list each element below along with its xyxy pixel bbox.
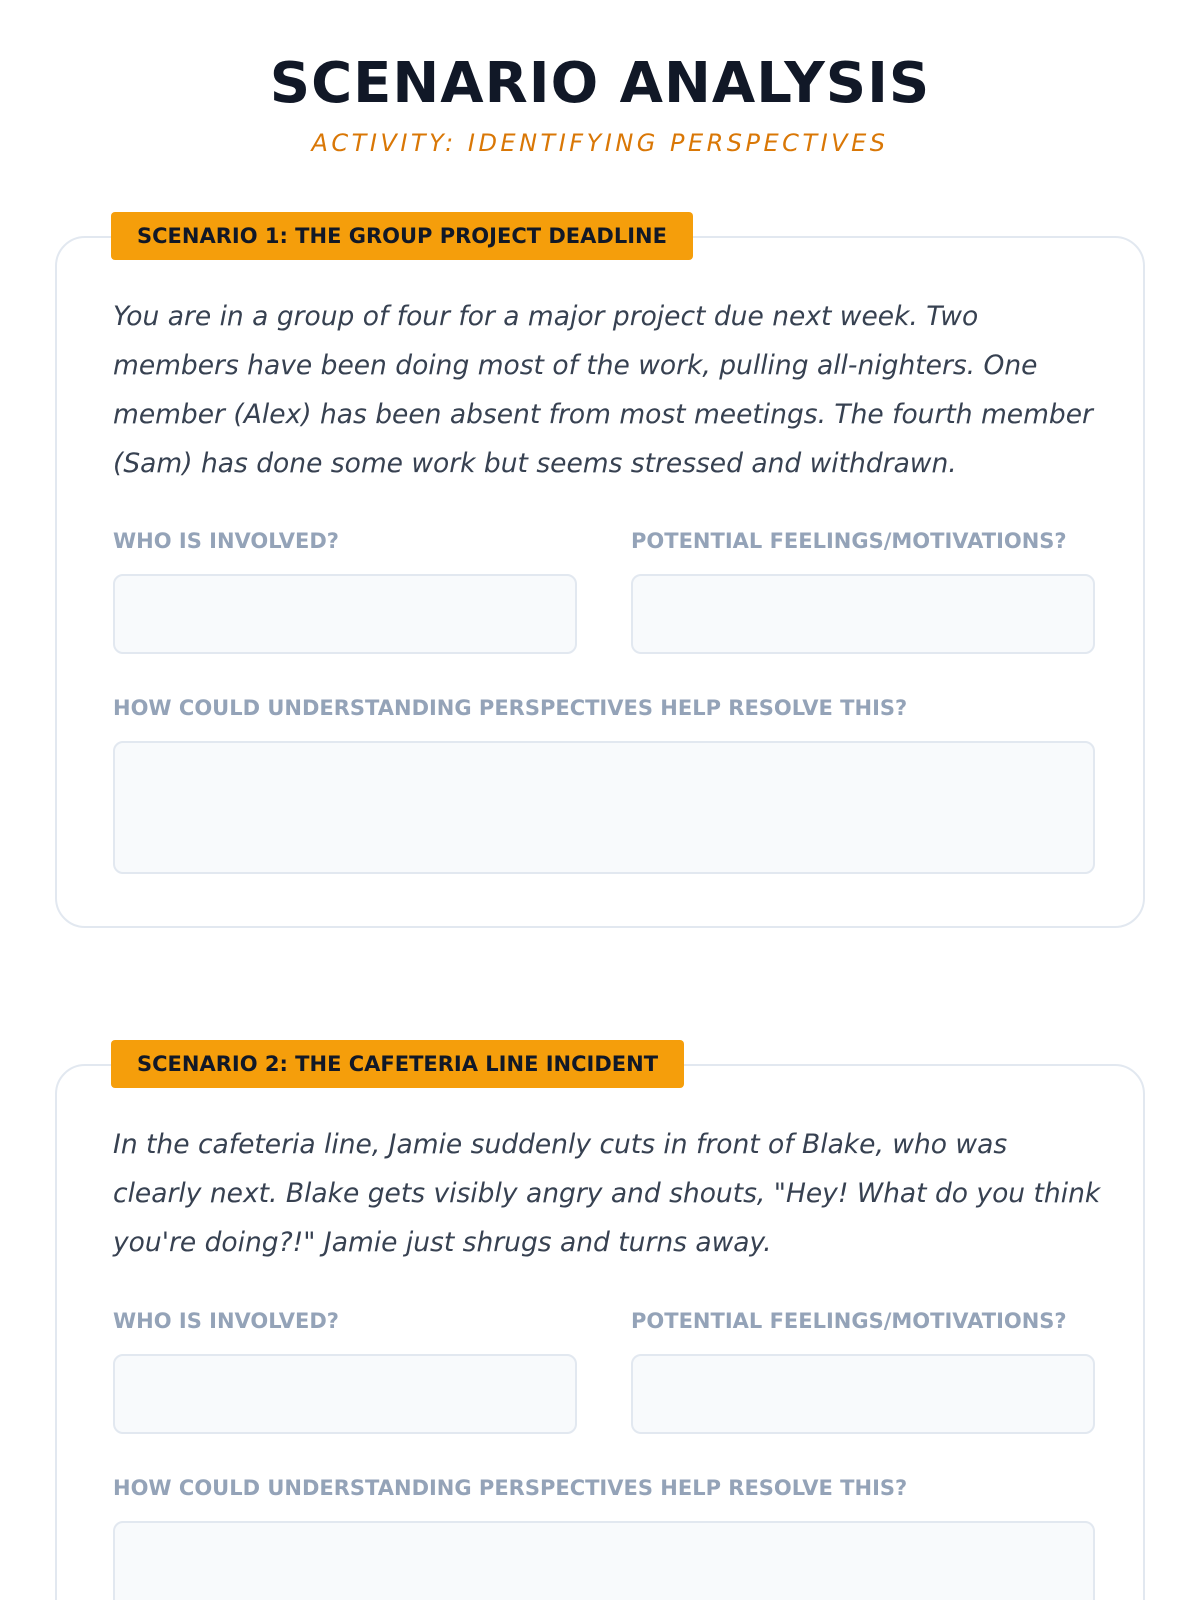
page-subtitle: ACTIVITY: IDENTIFYING PERSPECTIVES — [311, 129, 889, 157]
page-title: SCENARIO ANALYSIS — [269, 51, 931, 116]
scenario-tag: SCENARIO 2: THE CAFETERIA LINE INCIDENT — [111, 1040, 684, 1088]
resolve-field[interactable] — [113, 1521, 1095, 1600]
resolve-field[interactable] — [113, 741, 1095, 874]
who-involved-label: WHO IS INVOLVED? — [113, 529, 339, 553]
feelings-label: POTENTIAL FEELINGS/MOTIVATIONS? — [631, 1309, 1067, 1333]
scenario-description: You are in a group of four for a major project due next week. Two members have been doing most of the work, pulling all-nighters. One member (Alex) has been absent from most meetings. The fourth member (Sam) has done some work but seems stressed and withdrawn. — [113, 301, 1093, 479]
who-involved-field[interactable] — [113, 1354, 577, 1434]
feelings-label: POTENTIAL FEELINGS/MOTIVATIONS? — [631, 529, 1067, 553]
scenario-card-1 — [55, 224, 1145, 928]
scenario-description: In the cafeteria line, Jamie suddenly cuts in front of Blake, who was clearly next. Blake gets visibly angry and shouts, "Hey! What do you think you're doing?!" Jamie just shrugs and turns away. — [113, 1129, 1101, 1258]
resolve-label: HOW COULD UNDERSTANDING PERSPECTIVES HELP RESOLVE THIS? — [113, 1476, 908, 1500]
who-involved-label: WHO IS INVOLVED? — [113, 1309, 339, 1333]
scenario-card-2 — [55, 1052, 1145, 1600]
feelings-field[interactable] — [631, 574, 1095, 654]
who-involved-field[interactable] — [113, 574, 577, 654]
resolve-label: HOW COULD UNDERSTANDING PERSPECTIVES HELP RESOLVE THIS? — [113, 696, 908, 720]
page-header — [0, 0, 1200, 158]
scenario-tag: SCENARIO 1: THE GROUP PROJECT DEADLINE — [111, 212, 693, 260]
feelings-field[interactable] — [631, 1354, 1095, 1434]
